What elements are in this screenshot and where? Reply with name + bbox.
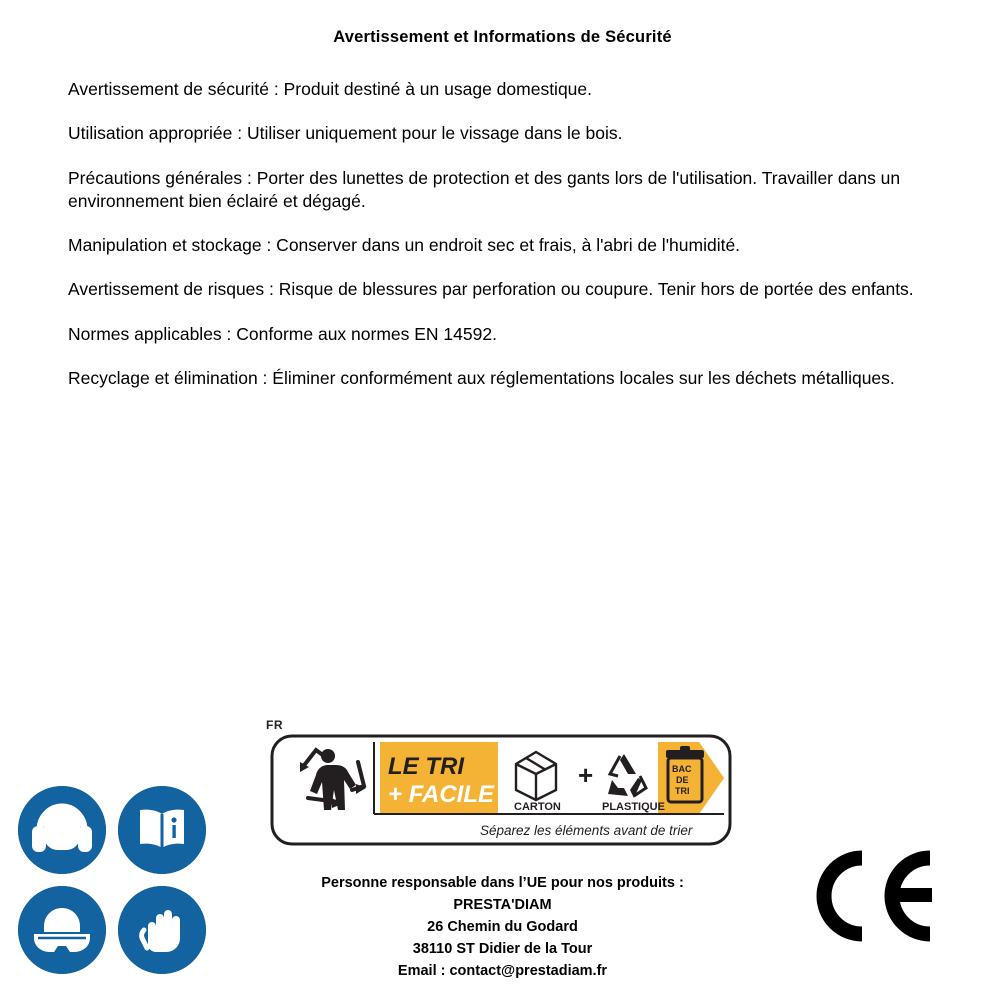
footer-street: 26 Chemin du Godard <box>427 919 578 936</box>
read-instructions-icon <box>118 786 206 874</box>
safety-paragraph: Avertissement de sécurité : Produit destiné à un usage domestique. <box>68 79 593 99</box>
recycling-label <box>262 718 740 850</box>
page-title: Avertissement et Informations de Sécurité <box>333 28 672 46</box>
recycling-headline-2: + FACILE <box>388 781 495 808</box>
footer-city: 38110 ST Didier de la Tour <box>412 941 593 958</box>
svg-text:DE: DE <box>676 775 689 785</box>
safety-paragraph: Manipulation et stockage : Conserver dans un endroit sec et frais, à l'abri de l'humidité. <box>68 235 741 256</box>
safety-paragraph: Recyclage et élimination : Éliminer conformément aux réglementations locales sur les déchets métalliques. <box>68 367 895 388</box>
recycling-label-lang: FR <box>266 718 283 732</box>
svg-text:TRI: TRI <box>675 786 690 796</box>
recycling-headline-1: LE TRI <box>388 753 464 780</box>
safety-text-block <box>68 78 973 390</box>
recycling-item-1: CARTON <box>514 801 561 813</box>
recycling-item-2: PLASTIQUE <box>602 801 665 813</box>
responsible-person-footer <box>0 872 1005 982</box>
safety-paragraph: Utilisation appropriée : Utiliser uniquement pour le vissage dans le bois. <box>68 123 623 144</box>
footer-company-name: PRESTA'DIAM <box>453 897 552 914</box>
footer-email: Email : contact@prestadiam.fr <box>397 963 608 980</box>
safety-paragraph: Précautions générales : Porter des lunettes de protection et des gants lors de l'utilisation. Travailler dans un environnement bien éclairé et dégagé. <box>68 167 901 211</box>
ear-protection-icon <box>18 786 106 874</box>
footer-line-1: Personne responsable dans l’UE pour nos produits : <box>321 875 684 891</box>
svg-text:BAC: BAC <box>672 764 692 774</box>
recycling-footnote: Séparez les éléments avant de trier <box>480 823 693 838</box>
recycling-plus: + <box>578 760 594 790</box>
safety-paragraph: Avertissement de risques : Risque de blessures par perforation ou coupure. Tenir hors de portée des enfants. <box>68 279 914 300</box>
safety-paragraph: Normes applicables : Conforme aux normes EN 14592. <box>68 323 497 344</box>
